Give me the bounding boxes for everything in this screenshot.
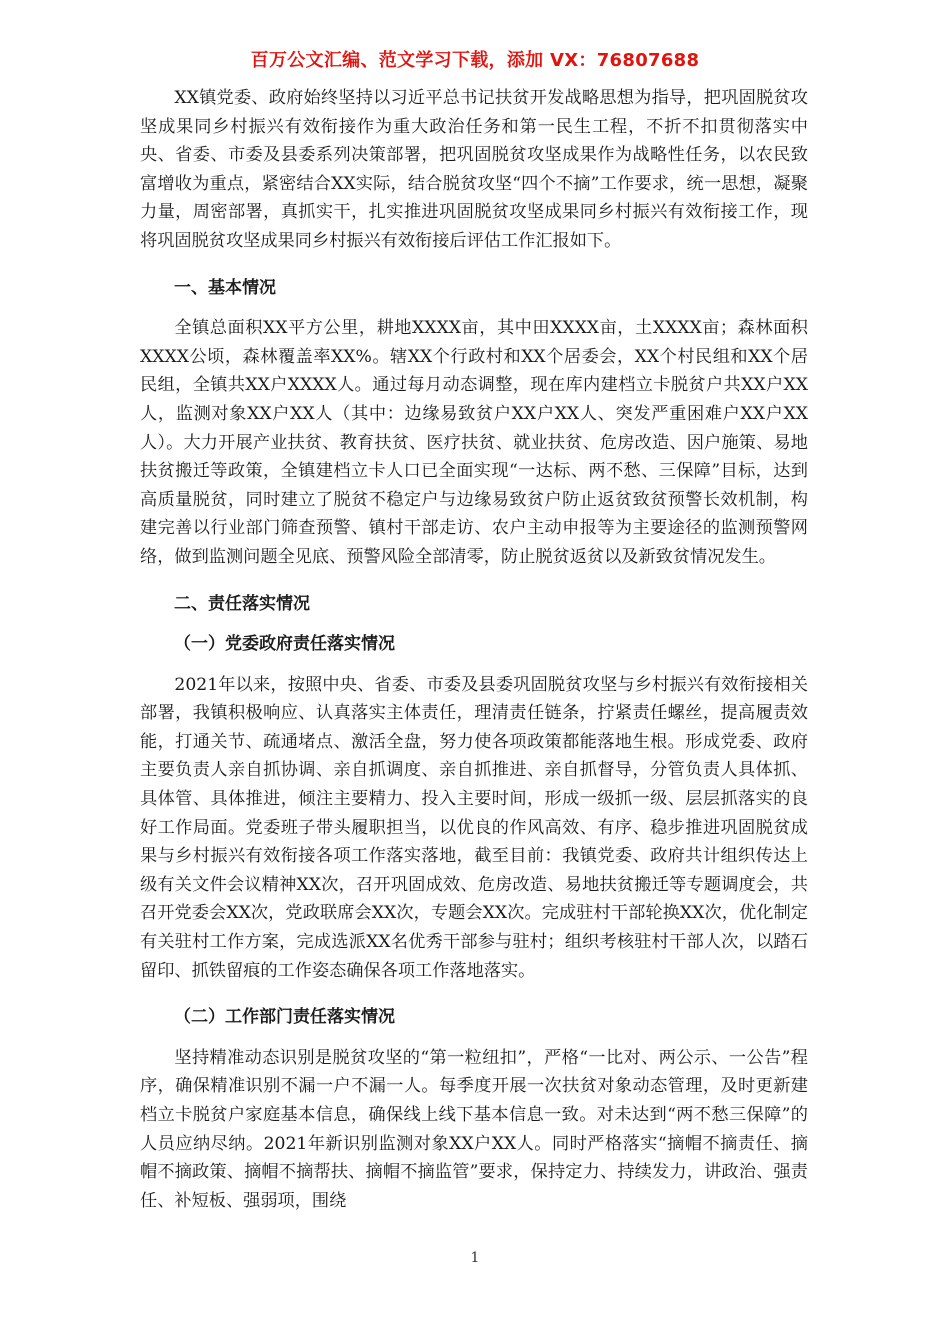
section-1-paragraph: 全镇总面积XX平方公里，耕地XXXX亩，其中田XXXX亩，土XXXX亩；森林面积XXXX公顷，森林覆盖率XX%。辖XX个行政村和XX个居委会，XX个村民组和XX个居民组，全镇共XX户XXXX人。通过每月动态调整，现在库内建档立卡脱贫户共XX户XX人，监测对象XX户XX人（其中：边缘易致贫户XX户XX人、突发严重困难户XX户XX人）。大力开展产业扶贫、教育扶贫、医疗扶贫、就业扶贫、危房改造、因户施策、易地扶贫搬迁等政策，全镇建档立卡人口已全面实现“一达标、两不愁、三保障”目标，达到高质量脱贫，同时建立了脱贫不稳定户与边缘易致贫户防止返贫致贫预警长效机制，构建完善以行业部门筛查预警、镇村干部走访、农户主动申报等为主要途径的监测预警网络，做到监测问题全见底、预警风险全部清零，防止脱贫返贫以及新致贫情况发生。 <box>140 318 808 567</box>
subsection-2-1-paragraph: 2021年以来，按照中央、省委、市委及县委巩固脱贫攻坚与乡村振兴有效衔接相关部署，我镇积极响应、认真落实主体责任，理清责任链条，拧紧责任螺丝，提高履责效能，打通关节、疏通堵点、激活全盘，努力使各项政策都能落地生根。形成党委、政府主要负责人亲自抓协调、亲自抓调度、亲自抓推进、亲自抓督导，分管负责人具体抓、具体管、具体推进，倾注主要精力、投入主要时间，形成一级抓一级、层层抓落实的良好工作局面。党委班子带头履职担当，以优良的作风高效、有序、稳步推进巩固脱贫成果与乡村振兴有效衔接各项工作落实落地，截至目前：我镇党委、政府共计组织传达上级有关文件会议精神XX次，召开巩固成效、危房改造、易地扶贫搬迁等专题调度会，共召开党委会XX次，党政联席会XX次，专题会XX次。完成驻村干部轮换XX次，优化制定有关驻村工作方案，完成选派XX名优秀干部参与驻村；组织考核驻村干部人次，以踏石留印、抓铁留痕的工作姿态确保各项工作落地落实。 <box>140 674 808 981</box>
subsection-2-2-paragraph: 坚持精准动态识别是脱贫攻坚的“第一粒纽扣”，严格“一比对、两公示、一公告”程序，确保精准识别不漏一户不漏一人。每季度开展一次扶贫对象动态管理，及时更新建档立卡脱贫户家庭基本信息，确保线上线下基本信息一致。对未达到“两不愁三保障”的人员应纳尽纳。2021年新识别监测对象XX户XX人。同时严格落实“摘帽不摘责任、摘帽不摘政策、摘帽不摘帮扶、摘帽不摘监管”要求，保持定力、持续发力，讲政治、强责任、补短板、强弱项，围绕 <box>140 1047 808 1211</box>
intro-paragraph: XX镇党委、政府始终坚持以习近平总书记扶贫开发战略思想为指导，把巩固脱贫攻坚成果同乡村振兴有效衔接作为重大政治任务和第一民生工程，不折不扣贯彻落实中央、省委、市委及县委系列决策部署，把巩固脱贫攻坚成果作为战略性任务，以农民致富增收为重点，紧密结合XX实际，结合脱贫攻坚“四个不摘”工作要求，统一思想，凝聚力量，周密部署，真抓实干，扎实推进巩固脱贫攻坚成果同乡村振兴有效衔接工作，现将巩固脱贫攻坚成果同乡村振兴有效衔接后评估工作汇报如下。 <box>140 88 808 251</box>
document-body <box>140 84 808 1215</box>
subsection-2-1-heading: （一）党委政府责任落实情况 <box>174 634 395 655</box>
section-1-heading: 一、基本情况 <box>174 277 276 298</box>
page-number: 1 <box>470 1250 480 1266</box>
header-banner: 百万公文汇编、范文学习下载，添加 VX：76807688 <box>250 50 700 71</box>
section-2-heading: 二、责任落实情况 <box>174 593 310 614</box>
subsection-2-2-heading: （二）工作部门责任落实情况 <box>174 1007 395 1028</box>
